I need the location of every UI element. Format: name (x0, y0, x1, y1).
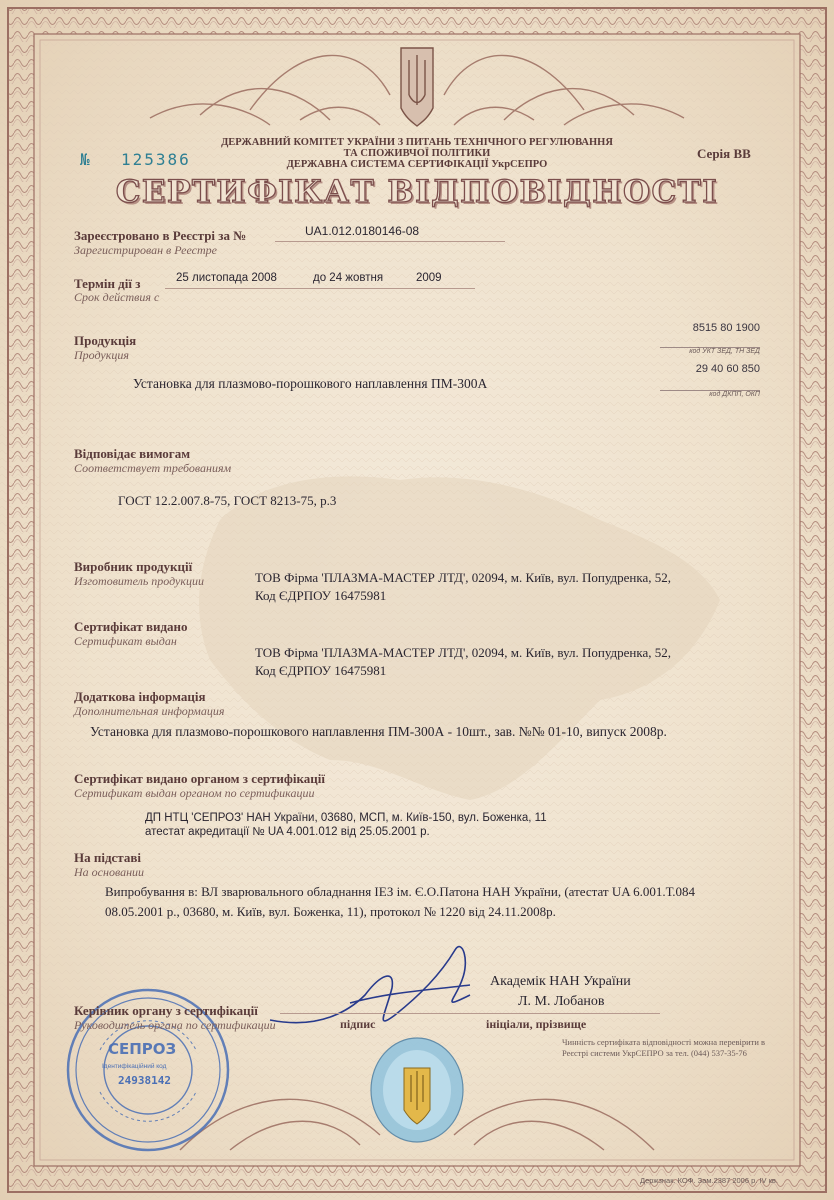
validity-from: 25 листопада 2008 (176, 272, 277, 284)
validity-label-ru: Срок действия с (74, 290, 160, 304)
issuer-label-ru: Сертификат выдан органом по сертификации (74, 786, 315, 800)
product-name: Установка для плазмово-порошкового наплавлення ПМ-300А (133, 376, 488, 391)
basis-label: На підставі (74, 850, 141, 865)
trident-emblem-top-icon (401, 48, 433, 126)
validity-to: до 24 жовтня (313, 272, 384, 284)
print-info: Держзнак. КОФ. Зам.2387 2006 р. IV кв. (640, 1176, 778, 1185)
product-code-1-caption: код УКТ ЗЕД, ТН ЗЕД (660, 347, 760, 355)
requirements-value: ГОСТ 12.2.007.8-75, ГОСТ 8213-75, р.3 (118, 493, 337, 508)
hologram-trident-icon (371, 1038, 463, 1142)
seal-code: 24938142 (118, 1074, 171, 1087)
product-label-ru: Продукция (74, 348, 129, 362)
agency-line-2: ТА СПОЖИВЧОЇ ПОЛІТИКИ (343, 148, 491, 159)
manufacturer-line-1: ТОВ Фірма 'ПЛАЗМА-МАСТЕР ЛТД', 02094, м. Київ, вул. Попудренка, 52, (255, 570, 672, 585)
additional-info-value: Установка для плазмово-порошкового наплавлення ПМ-300А - 10шт., зав. №№ 01-10, випуск 2008р. (90, 724, 667, 739)
sign-caption: підпис (340, 1017, 376, 1031)
product-code-1: 8515 80 1900 (692, 322, 760, 334)
signer-name: Л. М. Лобанов (518, 994, 605, 1009)
validity-label: Термін дії з (74, 276, 141, 291)
manufacturer-line-2: Код ЄДРПОУ 16475981 (255, 588, 387, 603)
agency-line-3: ДЕРЖАВНА СИСТЕМА СЕРТИФІКАЦІЇ УкрСЕПРО (286, 159, 548, 170)
product-label: Продукція (74, 333, 137, 348)
certificate-number-label: № (80, 150, 92, 169)
issuer-line-1: ДП НТЦ 'СЕПРОЗ' НАН України, 03680, МСП, м. Київ-150, вул. Боженка, 11 (145, 812, 547, 824)
initials-caption: ініціали, прізвище (486, 1017, 587, 1031)
validity-to-year: 2009 (416, 272, 442, 284)
product-code-2-caption: код ДКПП, ОКП (660, 390, 760, 398)
seal-code-label: Ідентифікаційний код (102, 1063, 167, 1070)
manufacturer-label: Виробник продукції (74, 559, 193, 574)
issuer-label: Сертифікат видано органом з сертифікації (74, 771, 325, 786)
agency-line-1: ДЕРЖАВНИЙ КОМІТЕТ УКРАЇНИ З ПИТАНЬ ТЕХНІЧНОГО РЕГУЛЮВАННЯ (221, 137, 613, 148)
certificate-number: 125386 (121, 150, 191, 169)
additional-info-label-ru: Дополнительная информация (74, 704, 225, 718)
seal-name: СЕПРОЗ (108, 1040, 177, 1058)
head-label-ru: Руководитель органа по сертификации (74, 1018, 276, 1032)
verification-footnote: Чинність сертифіката відповідності можна перевірити в Реєстрі системи УкрСЕПРО за тел. (044) 537-35-76 (562, 1037, 766, 1058)
registration-number: UA1.012.0180146-08 (305, 224, 420, 238)
requirements-label: Відповідає вимогам (74, 446, 191, 461)
basis-line-2: 08.05.2001 р., 03680, м. Київ, вул. Боженка, 11), протокол № 1220 від 24.11.2008р. (105, 904, 556, 919)
issued-to-label: Сертифікат видано (74, 619, 188, 634)
signer-title: Академік НАН України (490, 974, 631, 989)
issued-to-line-2: Код ЄДРПОУ 16475981 (255, 663, 387, 678)
additional-info-label: Додаткова інформація (74, 689, 206, 704)
registered-label-ru: Зарегистрирован в Реестре (74, 243, 217, 257)
basis-label-ru: На основании (74, 865, 145, 879)
certificate-title: СЕРТИФІКАТ ВІДПОВІДНОСТІ (115, 174, 719, 210)
issuer-line-2: атестат акредитації № UA 4.001.012 від 25.05.2001 р. (145, 826, 430, 838)
registered-label: Зареєстровано в Реєстрі за № (74, 228, 247, 243)
basis-line-1: Випробування в: ВЛ зварювального обладнання ІЕЗ ім. Є.О.Патона НАН України, (атестат UA 6.001.Т.084 (105, 884, 696, 899)
requirements-label-ru: Соответствует требованиям (74, 461, 232, 475)
issued-to-line-1: ТОВ Фірма 'ПЛАЗМА-МАСТЕР ЛТД', 02094, м. Київ, вул. Попудренка, 52, (255, 645, 672, 660)
issued-to-label-ru: Сертификат выдан (74, 634, 177, 648)
series: Серія ВВ (697, 146, 751, 161)
head-label: Керівник органу з сертифікації (74, 1003, 258, 1018)
product-code-2: 29 40 60 850 (695, 363, 760, 375)
manufacturer-label-ru: Изготовитель продукции (74, 574, 204, 588)
